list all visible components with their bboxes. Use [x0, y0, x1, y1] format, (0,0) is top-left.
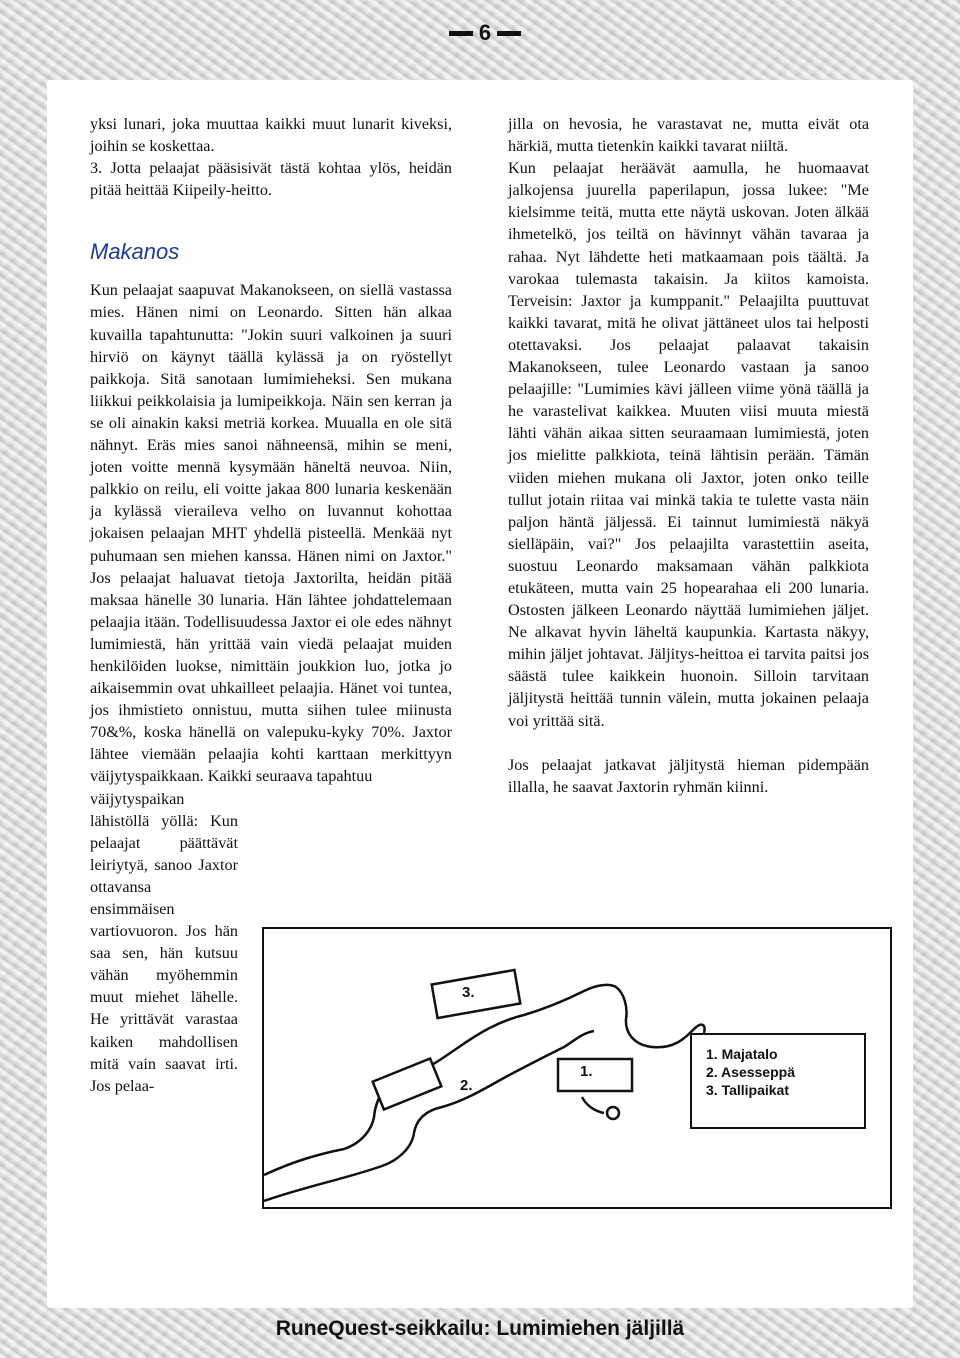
building-2-icon — [373, 1058, 442, 1109]
road-line-upper — [264, 985, 705, 1175]
dash-right — [497, 31, 521, 36]
section-heading: Makanos — [90, 239, 180, 265]
map-legend — [690, 1033, 866, 1129]
paragraph: Jos pelaajat jatkavat jäljitystä hieman pidempään illalla, he saavat Jaxtorin ryhmän kiinni. — [508, 755, 869, 796]
paragraph: Kun pelaajat heräävät aamulla, he huomaavat jalkojensa juurella paperilapun, jossa lukee: "Me kielsimme teitä, mutta ette näytä uskovan. Joten älkää ihmetelkö, jos teiltä on hävinnyt vähän tavaraa ja rahaa. Nyt lähdette heti matkaamaan pois täältä. Ja varokaa tulemasta takaisin. Ja kiitos kamoista. Terveisin: Jaxtor ja kumppanit." Pelaajilta puuttuvat kaikki tavarat, mitä he olivat jättäneet ulos tai helposti otettavaksi. Jos pelaajat palaavat takaisin Makanokseen, tulee Leonardo vastaan ja sanoo pelaajille: "Lumimies kävi jälleen viime yönä täällä ja he varastelivat kaikkea. Muuten viisi muuta miestä lähti vähän aikaa sitten seuraamaan lumimiestä, joten jos mielitte palkkiota, teinä lähtisin perään. Tämän viiden miehen mukana oli Jaxtor, joten onko teille tullut jotain riitaa vai minkä takia te tulette vasta näin paljon häntä jäljessä. Ei tainnut lumimiestä näkyä sielläpäin, vai?" Jos pelaajilta varastettiin aseita, suostuu Leonardo maksamaan vähän palkkiota etukäteen, mutta vain 25 hopearahaa eli 200 lunaria. Ostosten jälkeen Leonardo näyttää lumimiehen jäljet. Ne alkavat hyvin läheltä kaupunkia. Kartasta näkyy, mihin jäljet johtavat. Jäljitys-heittoa ei tarvita paitsi jos säästä tulee kaikkein huonoin. Silloin tarvitaan jäljitystä heittää tunnin välein, mutta jokainen pelaaja voi yrittää sitä. — [508, 159, 869, 730]
legend-item: 1. Majatalo — [706, 1046, 778, 1062]
paragraph: jilla on hevosia, he varastavat ne, mutta eivät ota härkiä, mutta tietenkin kaikki tavarat niiltä. — [508, 115, 869, 156]
road-line-lower — [264, 1031, 594, 1201]
right-column — [508, 113, 869, 798]
building-1-icon — [558, 1059, 632, 1091]
footer-title: RuneQuest-seikkailu: Lumimiehen jäljillä — [275, 1317, 685, 1340]
spacer — [508, 732, 869, 754]
map-label-1: 1. — [580, 1063, 593, 1080]
village-map — [262, 927, 892, 1209]
paragraph: yksi lunari, joka muuttaa kaikki muut lunarit kiveksi, joihin se koskettaa. — [90, 115, 452, 156]
map-label-2: 2. — [460, 1077, 473, 1094]
building-3-icon — [432, 970, 521, 1018]
page-number-text: 6 — [478, 20, 492, 45]
legend-item: 3. Tallipaikat — [706, 1082, 789, 1098]
path-curl — [582, 1097, 604, 1113]
map-label-3: 3. — [462, 984, 475, 1001]
legend-item: 2. Asesseppä — [706, 1064, 795, 1080]
dash-left — [449, 31, 473, 36]
paragraph-narrow: väijytyspaikan lähistöllä yöllä: Kun pelaajat päättävät leiriytyä, sanoo Jaxtor ottavansa ensimmäisen vartiovuoron. Jos hän saa sen, hän kutsuu vähän myöhemmin muut miehet lähelle. He yrittävät varastaa kaiken mahdollisen mitä vain saavat irti. Jos pelaa- — [90, 789, 238, 1095]
well-icon — [607, 1107, 619, 1119]
page-number — [440, 18, 530, 48]
paragraph: 3. Jotta pelaajat pääsisivät tästä kohtaa ylös, heidän pitää heittää Kiipeily-heitto. — [90, 159, 452, 200]
paragraph: Kun pelaajat saapuvat Makanokseen, on siellä vastassa mies. Hänen nimi on Leonardo. Sitten hän alkaa kuvailla tapahtunutta: "Jokin suuri valkoinen ja suuri hirviö on käynyt täällä kylässä ja on ryöstellyt paikkoja. Sitä sanotaan lumimieheksi. Sen mukana liikkui peikkolaisia ja lumipeikkoja. Näin sen kerran ja se oli ainakin kaksi metriä korkea. Muualla en ole sitä nähnyt. Eräs mies sanoi nähneensä, mihin se meni, joten voitte mennä kysymään häneltä neuvoa. Niin, palkkio on reilu, eli voitte jakaa 800 lunaria keskenään ja kylässä vieraileva velho on luvannut kohottaa jokaisen pelaajan MHT yhdellä pisteellä. Menkää nyt puhumaan sen miehen kanssa. Hänen nimi on Jaxtor." Jos pelaajat haluavat tietoja Jaxtorilta, heidän pitää maksaa hänelle 30 lunaria. Hän lähtee johdattelemaan pelaajia itään. Todellisuudessa Jaxtor ei ole edes nähnyt lumimiestä, hän yrittää vain viedä pelaajat muiden henkilöiden luokse, nimittäin joukkion luo, jotka jo aikaisemmin ovat uhkailleet pelaajia. Hänet voi tuntea, jos ihmistieto onnistuu, mutta siihen tulee miinusta 70&%, koska hänellä on valepuku-kyky 70%. Jaxtor lähtee viemään pelaajia kohti karttaan merkittyyn väijytyspaikkaan. Kaikki seuraava tapahtuu — [90, 281, 452, 786]
